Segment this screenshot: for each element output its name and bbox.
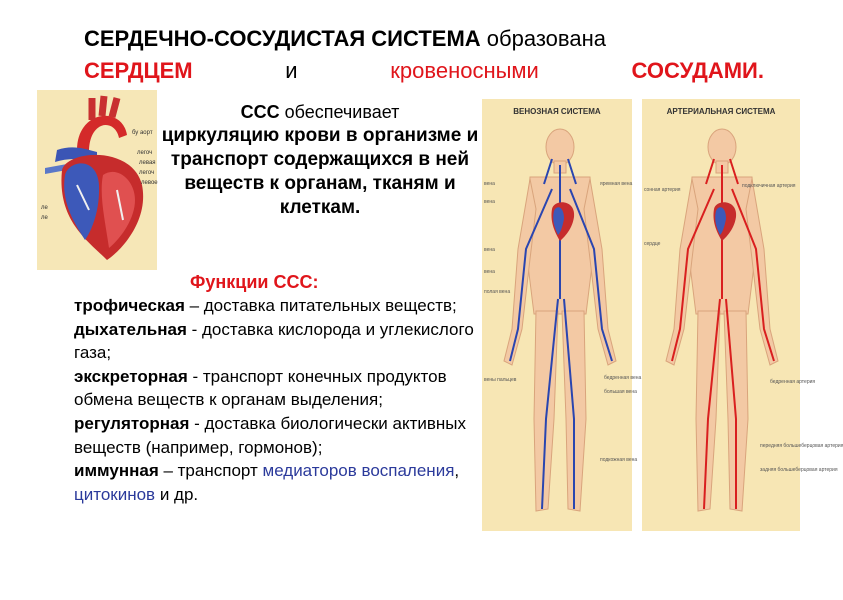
venous-body-drawing: [482, 99, 632, 531]
venous-label: подкожная вена: [600, 457, 638, 463]
ccc-abbrev: ССС: [240, 102, 280, 122]
venous-label: полая вена: [484, 289, 511, 295]
venous-panel-title: ВЕНОЗНАЯ СИСТЕМА: [513, 107, 601, 116]
function-item: [74, 412, 474, 459]
ccc-description: [160, 100, 480, 220]
venous-label: вена: [484, 181, 495, 187]
title-and-word: и: [285, 58, 298, 83]
title-bold: СЕРДЕЧНО-СОСУДИСТАЯ СИСТЕМА: [84, 26, 481, 51]
arterial-label: задняя большеберцовая артерия: [760, 467, 838, 473]
venous-label: вена: [484, 247, 495, 253]
function-item: [74, 318, 474, 365]
function-item: [74, 459, 474, 506]
title-line-1: [84, 26, 606, 52]
ccc-body: циркуляцию крови в организме и транспорт содержащихся в ней веществ к органам, тканям и клеткам.: [161, 125, 479, 218]
heart-label: бу аорт: [132, 130, 153, 136]
arterial-label: сердце: [644, 241, 661, 247]
heart-label: легоч: [139, 170, 155, 176]
venous-label: вена: [484, 269, 495, 275]
function-term: иммунная: [74, 461, 159, 481]
title-vessels-word: СОСУДАМИ.: [631, 58, 764, 83]
heart-label: левая: [139, 160, 156, 166]
arterial-system-panel: [642, 99, 843, 531]
venous-label: бедренная вена: [604, 375, 642, 381]
venous-label: вены пальцев: [484, 377, 517, 383]
heart-label: ле: [41, 215, 48, 221]
function-item: [74, 294, 474, 318]
title-heart-word: СЕРДЦЕМ: [84, 58, 193, 83]
heart-label: легоч: [137, 150, 153, 156]
arterial-label: сонная артерия: [644, 187, 681, 193]
arterial-label: передняя большеберцовая артерия: [760, 443, 843, 449]
venous-system-panel: [482, 99, 642, 531]
function-term: экскреторная: [74, 366, 188, 386]
ccc-lead: обеспечивает: [279, 102, 400, 122]
function-item: [74, 365, 474, 412]
heart-label: левое: [141, 180, 158, 186]
function-text: и др.: [155, 484, 199, 504]
heart-drawing: [37, 90, 157, 270]
cytokines-link[interactable]: цитокинов: [74, 484, 156, 504]
title-line-2: [84, 58, 764, 84]
function-term: регуляторная: [74, 413, 190, 433]
heart-label: ле: [41, 205, 48, 211]
venous-label: большая вена: [604, 389, 637, 395]
function-term: дыхательная: [74, 319, 187, 339]
function-text: – доставка питательных веществ;: [184, 296, 457, 315]
venous-label: яремная вена: [600, 181, 633, 187]
function-text: - доставка кислорода и углекислого газа;: [74, 319, 474, 363]
mediators-link[interactable]: медиаторов воспаления: [262, 461, 455, 481]
function-text: - транспорт конечных продуктов обмена веществ к органам выделения;: [74, 366, 447, 410]
arterial-label: бедренная артерия: [770, 379, 816, 385]
function-text: – транспорт: [158, 461, 263, 481]
arterial-label: подключичная артерия: [742, 183, 796, 189]
function-text: - доставка биологически активных веществ (например, гормонов);: [74, 413, 466, 457]
title-rest: образована: [486, 26, 606, 51]
venous-label: вена: [484, 199, 495, 205]
functions-list: [74, 294, 474, 506]
arterial-panel-title: АРТЕРИАЛЬНАЯ СИСТЕМА: [666, 107, 776, 116]
function-text: ,: [454, 461, 460, 481]
function-term: трофическая: [74, 296, 185, 315]
title-blood-word: кровеносными: [390, 58, 539, 83]
heart-illustration: [37, 90, 157, 270]
functions-heading: Функции ССС:: [190, 272, 319, 292]
